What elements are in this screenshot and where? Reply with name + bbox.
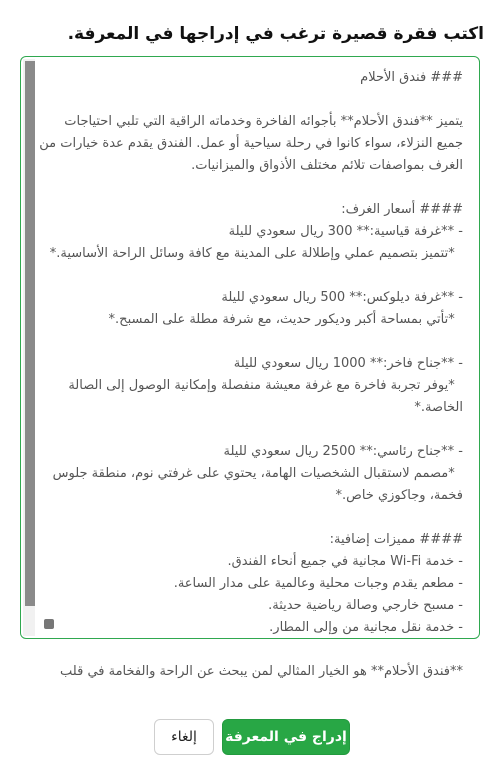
scroll-down-icon[interactable] <box>44 619 54 629</box>
scrollbar-thumb[interactable] <box>25 61 35 606</box>
dialog-actions <box>0 719 500 759</box>
knowledge-textarea[interactable] <box>20 56 480 679</box>
scrollbar-track[interactable] <box>23 59 35 636</box>
dialog-prompt: اكتب فقرة قصيرة ترغب في إدراجها في المعرفة. <box>67 24 484 44</box>
cancel-button[interactable]: إلغاء <box>154 719 214 755</box>
knowledge-text[interactable]: ### فندق الأحلام يتميز **فندق الأحلام** بأجوائه الفاخرة وخدماته الراقية التي تلبي احتياجات جميع النزلاء، سواء كانوا في رحلة سياحية أو عمل. الفندق يقدم عدة خيارات من الغرف بمواصفات تلائم مختلف الأذواق والميزانيات. #### أسعار الغرف: - **غرفة قياسية:** 300 ريال سعودي لليلة *تتميز بتصميم عملي وإطلالة على المدينة مع كافة وسائل الراحة الأساسية.* - **غرفة ديلوكس:** 500 ريال سعودي لليلة *تأتي بمساحة أكبر وديكور حديث، مع شرفة مطلة على المسبح.* - **جناح فاخر:** 1000 ريال سعودي لليلة *يوفر تجربة فاخرة مع غرفة معيشة منفصلة وإمكانية الوصول إلى الصالة الخاصة.* - **جناح رئاسي:** 2500 ريال سعودي لليلة *مصمم لاستقبال الشخصيات الهامة، يحتوي على غرفتي نوم، منطقة جلوس فخمة، وجاكوزي خاص.* #### مميزات إضافية: - خدمة Wi-Fi مجانية في جميع أنحاء الفندق. - مطعم يقدم وجبات محلية وعالمية على مدار الساعة. - مسبح خارجي وصالة رياضية حديثة. - خدمة نقل مجانية من وإلى المطار. **فندق الأحلام** هو الخيار المثالي لمن يبحث عن الراحة والفخامة في قلب <box>39 70 463 679</box>
insert-into-knowledge-button[interactable]: إدراج في المعرفة <box>222 719 350 755</box>
